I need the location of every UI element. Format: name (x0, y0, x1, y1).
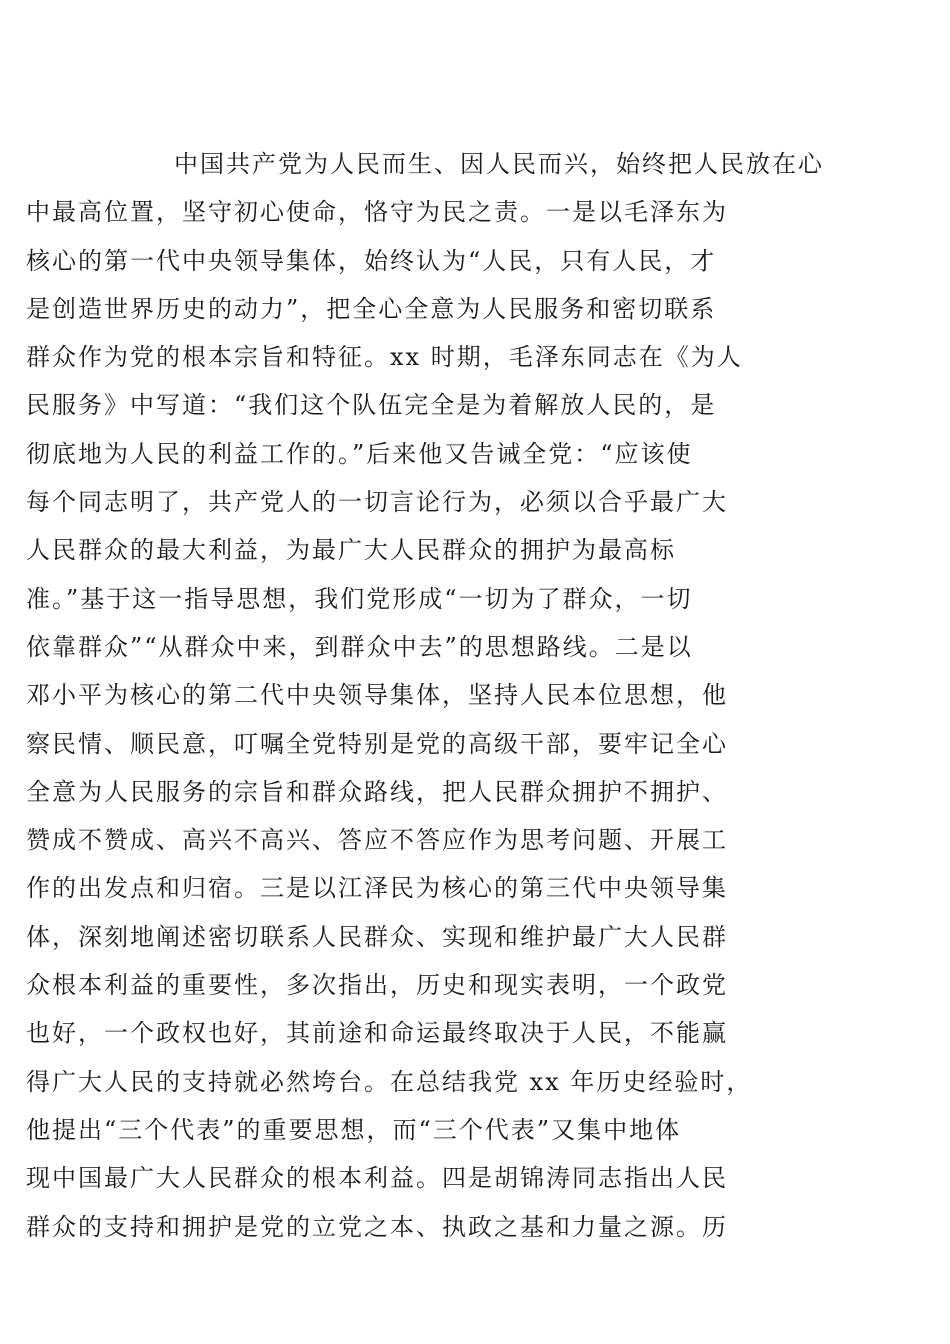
paragraph-line: 人民群众的最大利益，为最广大人民群众的拥护为最高标 (26, 536, 676, 565)
paragraph-line: 彻底地为人民的利益工作的。”后来他又告诫全党：“应该使 (26, 439, 693, 468)
paragraph-line: 作的出发点和归宿。三是以江泽民为核心的第三代中央领导集 (26, 874, 728, 903)
paragraph-line: 群众的支持和拥护是党的立党之本、执政之基和力量之源。历 (26, 1212, 728, 1241)
paragraph-line: 核心的第一代中央领导集体，始终认为“人民，只有人民，才 (26, 246, 717, 275)
paragraph-line: 依靠群众”“从群众中来，到群众中去”的思想路线。二是以 (26, 632, 693, 661)
paragraph-line: 得广大人民的支持就必然垮台。在总结我党 xx 年历史经验时， (26, 1067, 753, 1096)
paragraph-line: 中最高位置，坚守初心使命，恪守为民之责。一是以毛泽东为 (26, 198, 728, 227)
paragraph-line: 众根本利益的重要性，多次指出，历史和现实表明，一个政党 (26, 971, 728, 1000)
paragraph-line: 他提出“三个代表”的重要思想，而“三个代表”又集中地体 (26, 1115, 682, 1144)
paragraph-line: 也好，一个政权也好，其前途和命运最终取决于人民，不能赢 (26, 1019, 728, 1048)
paragraph-line: 体，深刻地阐述密切联系人民群众、实现和维护最广大人民群 (26, 922, 728, 951)
body-paragraph (26, 140, 854, 1251)
paragraph-line: 民服务》中写道：“我们这个队伍完全是为着解放人民的，是 (26, 391, 717, 420)
paragraph-line: 是创造世界历史的动力”，把全心全意为人民服务和密切联系 (26, 294, 717, 323)
paragraph-line: 每个同志明了，共产党人的一切言论行为，必须以合乎最广大 (26, 488, 728, 517)
paragraph-line: 中国共产党为人民而生、因人民而兴，始终把人民放在心 (174, 150, 824, 178)
paragraph-line: 邓小平为核心的第二代中央领导集体，坚持人民本位思想，他 (26, 681, 728, 710)
paragraph-line: 准。”基于这一指导思想，我们党形成“一切为了群众，一切 (26, 584, 693, 613)
paragraph-line: 群众作为党的根本宗旨和特征。xx 时期，毛泽东同志在《为人 (26, 343, 743, 372)
paragraph-line: 察民情、顺民意，叮嘱全党特别是党的高级干部，要牢记全心 (26, 729, 728, 758)
paragraph-line: 赞成不赞成、高兴不高兴、答应不答应作为思考问题、开展工 (26, 826, 728, 855)
paragraph-line: 全意为人民服务的宗旨和群众路线，把人民群众拥护不拥护、 (26, 777, 728, 806)
paragraph-line: 现中国最广大人民群众的根本利益。四是胡锦涛同志指出人民 (26, 1164, 728, 1193)
